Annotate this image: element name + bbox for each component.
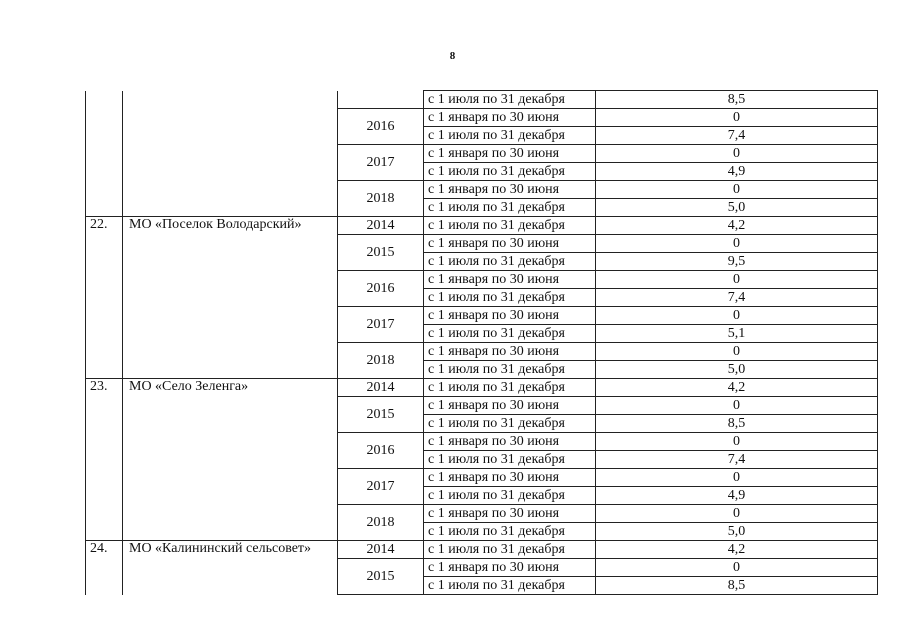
row-number bbox=[86, 253, 123, 271]
table-row bbox=[86, 559, 878, 577]
row-number bbox=[86, 271, 123, 289]
year-cell: 2014 bbox=[338, 379, 424, 397]
municipality-name bbox=[123, 253, 338, 271]
period-cell: с 1 июля по 31 декабря bbox=[424, 199, 596, 217]
year-cell: 2017 bbox=[338, 469, 424, 505]
period-cell: с 1 июля по 31 декабря bbox=[424, 91, 596, 109]
tariff-table bbox=[85, 90, 878, 595]
period-cell: с 1 июля по 31 декабря bbox=[424, 361, 596, 379]
period-cell: с 1 июля по 31 декабря bbox=[424, 379, 596, 397]
table-row bbox=[86, 361, 878, 379]
row-number bbox=[86, 451, 123, 469]
year-cell: 2017 bbox=[338, 145, 424, 181]
table-row bbox=[86, 109, 878, 127]
row-number bbox=[86, 505, 123, 523]
value-cell: 0 bbox=[596, 505, 878, 523]
value-cell: 0 bbox=[596, 145, 878, 163]
municipality-name bbox=[123, 487, 338, 505]
row-number: 24. bbox=[86, 541, 123, 559]
year-cell: 2015 bbox=[338, 397, 424, 433]
value-cell: 5,0 bbox=[596, 199, 878, 217]
table-row bbox=[86, 541, 878, 559]
value-cell: 0 bbox=[596, 397, 878, 415]
period-cell: с 1 июля по 31 декабря bbox=[424, 541, 596, 559]
period-cell: с 1 января по 30 июня bbox=[424, 181, 596, 199]
municipality-name bbox=[123, 91, 338, 109]
row-number bbox=[86, 559, 123, 577]
table-row bbox=[86, 271, 878, 289]
year-cell: 2018 bbox=[338, 505, 424, 541]
row-number: 22. bbox=[86, 217, 123, 235]
municipality-name bbox=[123, 307, 338, 325]
value-cell: 8,5 bbox=[596, 577, 878, 595]
municipality-name bbox=[123, 235, 338, 253]
row-number bbox=[86, 397, 123, 415]
value-cell: 0 bbox=[596, 307, 878, 325]
municipality-name bbox=[123, 271, 338, 289]
value-cell: 0 bbox=[596, 181, 878, 199]
value-cell: 7,4 bbox=[596, 451, 878, 469]
year-cell: 2014 bbox=[338, 217, 424, 235]
period-cell: с 1 июля по 31 декабря bbox=[424, 127, 596, 145]
year-cell: 2017 bbox=[338, 307, 424, 343]
value-cell: 0 bbox=[596, 559, 878, 577]
table-row bbox=[86, 523, 878, 541]
period-cell: с 1 января по 30 июня bbox=[424, 505, 596, 523]
municipality-name: МО «Село Зеленга» bbox=[123, 379, 338, 397]
row-number bbox=[86, 307, 123, 325]
municipality-name bbox=[123, 109, 338, 127]
row-number bbox=[86, 523, 123, 541]
row-number bbox=[86, 163, 123, 181]
row-number bbox=[86, 469, 123, 487]
period-cell: с 1 января по 30 июня bbox=[424, 235, 596, 253]
value-cell: 5,1 bbox=[596, 325, 878, 343]
municipality-name bbox=[123, 325, 338, 343]
value-cell: 9,5 bbox=[596, 253, 878, 271]
period-cell: с 1 июля по 31 декабря bbox=[424, 415, 596, 433]
table-row bbox=[86, 577, 878, 595]
municipality-name bbox=[123, 343, 338, 361]
row-number bbox=[86, 487, 123, 505]
table-row bbox=[86, 325, 878, 343]
value-cell: 7,4 bbox=[596, 127, 878, 145]
municipality-name bbox=[123, 415, 338, 433]
row-number bbox=[86, 415, 123, 433]
value-cell: 8,5 bbox=[596, 415, 878, 433]
table-row bbox=[86, 397, 878, 415]
table-row bbox=[86, 289, 878, 307]
value-cell: 4,9 bbox=[596, 163, 878, 181]
value-cell: 5,0 bbox=[596, 361, 878, 379]
municipality-name bbox=[123, 199, 338, 217]
period-cell: с 1 июля по 31 декабря bbox=[424, 217, 596, 235]
period-cell: с 1 июля по 31 декабря bbox=[424, 163, 596, 181]
period-cell: с 1 июля по 31 декабря bbox=[424, 487, 596, 505]
table-row bbox=[86, 91, 878, 109]
year-cell: 2018 bbox=[338, 343, 424, 379]
value-cell: 4,9 bbox=[596, 487, 878, 505]
municipality-name bbox=[123, 397, 338, 415]
year-cell: 2014 bbox=[338, 541, 424, 559]
row-number bbox=[86, 325, 123, 343]
value-cell: 8,5 bbox=[596, 91, 878, 109]
period-cell: с 1 января по 30 июня bbox=[424, 271, 596, 289]
row-number bbox=[86, 145, 123, 163]
table-row bbox=[86, 487, 878, 505]
row-number bbox=[86, 127, 123, 145]
page-number: 8 bbox=[449, 50, 456, 62]
row-number bbox=[86, 235, 123, 253]
tariff-table-body bbox=[86, 91, 878, 595]
table-row bbox=[86, 307, 878, 325]
value-cell: 7,4 bbox=[596, 289, 878, 307]
table-row bbox=[86, 199, 878, 217]
municipality-name bbox=[123, 163, 338, 181]
table-row bbox=[86, 145, 878, 163]
value-cell: 0 bbox=[596, 235, 878, 253]
municipality-name bbox=[123, 577, 338, 595]
value-cell: 0 bbox=[596, 433, 878, 451]
year-cell: 2018 bbox=[338, 181, 424, 217]
value-cell: 0 bbox=[596, 271, 878, 289]
table-row bbox=[86, 415, 878, 433]
municipality-name bbox=[123, 181, 338, 199]
year-cell bbox=[338, 91, 424, 109]
value-cell: 0 bbox=[596, 109, 878, 127]
year-cell: 2015 bbox=[338, 235, 424, 271]
table-row bbox=[86, 433, 878, 451]
table-row bbox=[86, 163, 878, 181]
value-cell: 0 bbox=[596, 343, 878, 361]
municipality-name bbox=[123, 505, 338, 523]
value-cell: 0 bbox=[596, 469, 878, 487]
year-cell: 2016 bbox=[338, 109, 424, 145]
row-number: 23. bbox=[86, 379, 123, 397]
period-cell: с 1 января по 30 июня bbox=[424, 145, 596, 163]
period-cell: с 1 января по 30 июня bbox=[424, 343, 596, 361]
row-number bbox=[86, 343, 123, 361]
value-cell: 4,2 bbox=[596, 379, 878, 397]
value-cell: 4,2 bbox=[596, 217, 878, 235]
municipality-name: МО «Калининский сельсовет» bbox=[123, 541, 338, 559]
year-cell: 2015 bbox=[338, 559, 424, 595]
table-row bbox=[86, 217, 878, 235]
period-cell: с 1 января по 30 июня bbox=[424, 433, 596, 451]
municipality-name bbox=[123, 289, 338, 307]
municipality-name bbox=[123, 145, 338, 163]
period-cell: с 1 июля по 31 декабря bbox=[424, 253, 596, 271]
table-row bbox=[86, 235, 878, 253]
row-number bbox=[86, 577, 123, 595]
table-row bbox=[86, 379, 878, 397]
period-cell: с 1 июля по 31 декабря bbox=[424, 577, 596, 595]
period-cell: с 1 июля по 31 декабря bbox=[424, 451, 596, 469]
row-number bbox=[86, 289, 123, 307]
period-cell: с 1 января по 30 июня bbox=[424, 559, 596, 577]
table-row bbox=[86, 469, 878, 487]
row-number bbox=[86, 91, 123, 109]
row-number bbox=[86, 199, 123, 217]
municipality-name bbox=[123, 127, 338, 145]
row-number bbox=[86, 109, 123, 127]
table-row bbox=[86, 451, 878, 469]
municipality-name bbox=[123, 469, 338, 487]
value-cell: 5,0 bbox=[596, 523, 878, 541]
period-cell: с 1 января по 30 июня bbox=[424, 397, 596, 415]
table-row bbox=[86, 505, 878, 523]
municipality-name bbox=[123, 361, 338, 379]
table-row bbox=[86, 127, 878, 145]
table-row bbox=[86, 181, 878, 199]
period-cell: с 1 января по 30 июня bbox=[424, 109, 596, 127]
municipality-name bbox=[123, 559, 338, 577]
period-cell: с 1 июля по 31 декабря bbox=[424, 325, 596, 343]
table-row bbox=[86, 253, 878, 271]
period-cell: с 1 января по 30 июня bbox=[424, 307, 596, 325]
table-row bbox=[86, 343, 878, 361]
municipality-name bbox=[123, 433, 338, 451]
municipality-name bbox=[123, 523, 338, 541]
row-number bbox=[86, 361, 123, 379]
year-cell: 2016 bbox=[338, 433, 424, 469]
period-cell: с 1 июля по 31 декабря bbox=[424, 289, 596, 307]
row-number bbox=[86, 433, 123, 451]
year-cell: 2016 bbox=[338, 271, 424, 307]
value-cell: 4,2 bbox=[596, 541, 878, 559]
period-cell: с 1 января по 30 июня bbox=[424, 469, 596, 487]
municipality-name: МО «Поселок Володарский» bbox=[123, 217, 338, 235]
period-cell: с 1 июля по 31 декабря bbox=[424, 523, 596, 541]
row-number bbox=[86, 181, 123, 199]
municipality-name bbox=[123, 451, 338, 469]
